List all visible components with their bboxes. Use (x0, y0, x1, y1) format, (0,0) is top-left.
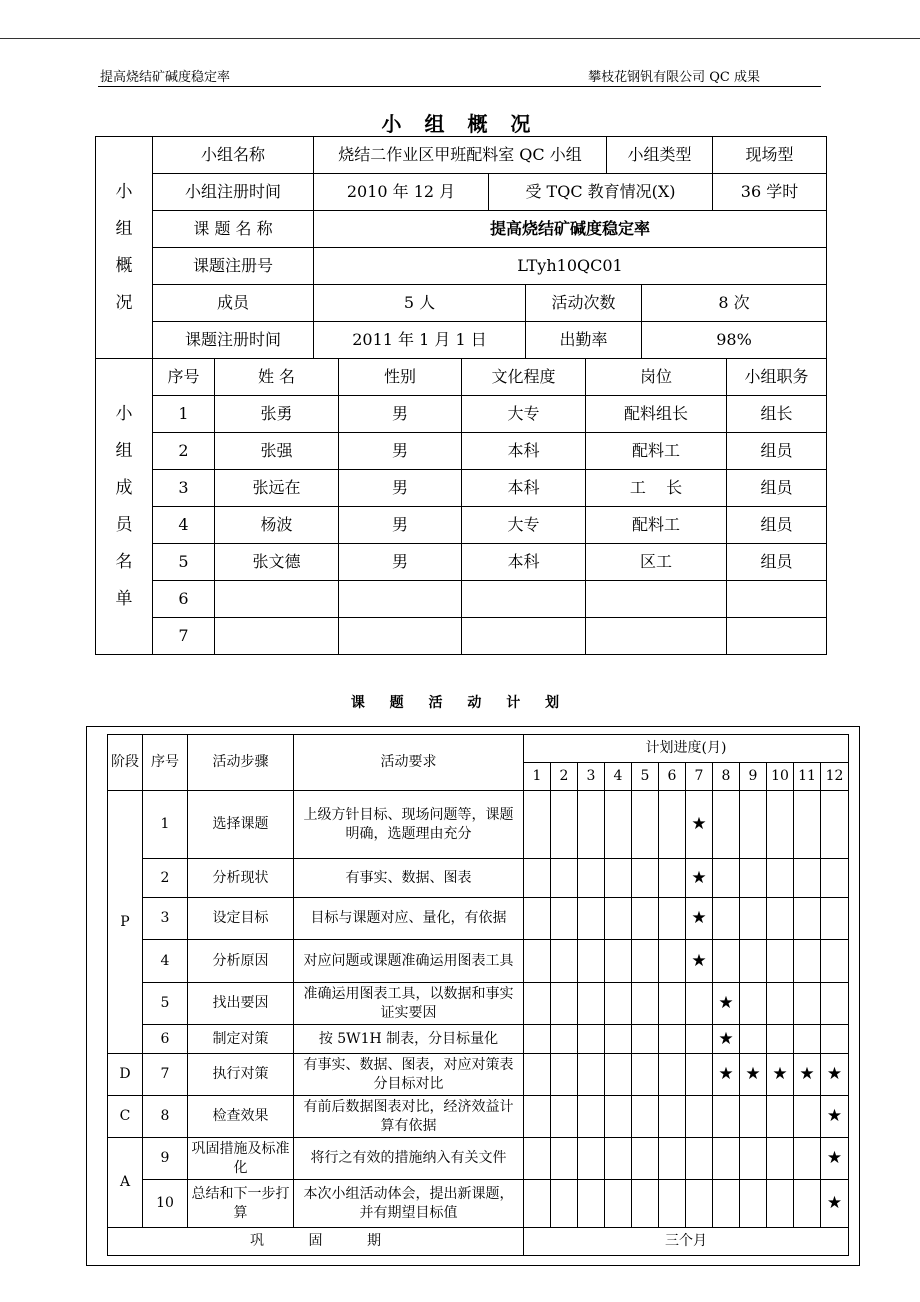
month-cell (605, 1138, 632, 1180)
step-name: 制定对策 (188, 1025, 294, 1054)
month-cell (659, 1054, 686, 1096)
month-cell (659, 1138, 686, 1180)
month-cell (632, 1180, 659, 1228)
col-header-no: 序号 (143, 735, 188, 791)
top-rule (0, 38, 920, 39)
table-row (108, 1228, 849, 1256)
step-requirement: 有事实、数据、图表，对应对策表分目标对比 (294, 1054, 524, 1096)
member-sex: 男 (339, 433, 462, 470)
month-cell (659, 1096, 686, 1138)
roster-table (95, 358, 827, 655)
month-cell (713, 1138, 740, 1180)
month-cell (794, 1138, 821, 1180)
plan-title: 课 题 活 动 计 划 (350, 695, 570, 711)
roster-side-label: 小 组 成 员 名 单 (96, 359, 153, 655)
topic-reg-label: 课题注册号 (153, 248, 314, 285)
month-cell (659, 940, 686, 983)
month-cell (686, 1138, 713, 1180)
star-icon: ★ (826, 1064, 843, 1085)
month-cell (524, 1096, 551, 1138)
month-cell (578, 1054, 605, 1096)
month-cell (551, 1025, 578, 1054)
star-icon: ★ (745, 1064, 761, 1085)
member-no: 2 (153, 433, 215, 470)
month-cell (794, 791, 821, 859)
activity-label: 活动次数 (526, 285, 642, 322)
month-cell (524, 1054, 551, 1096)
members-count: 5 人 (314, 285, 526, 322)
member-role: 组员 (727, 433, 827, 470)
month-cell (686, 1096, 713, 1138)
month-cell (794, 859, 821, 898)
header-right: 攀枝花钢钒有限公司 QC 成果 (588, 70, 760, 85)
table-row (108, 791, 849, 859)
month-cell (821, 1096, 849, 1138)
month-cell (605, 1180, 632, 1228)
month-cell (524, 1180, 551, 1228)
step-no: 1 (143, 791, 188, 859)
month-cell (767, 859, 794, 898)
member-post: 配料工 (586, 507, 727, 544)
consolidation-label: 巩 固 期 (108, 1228, 524, 1256)
stage-cell: D (108, 1054, 143, 1096)
member-name: 张远在 (215, 470, 339, 507)
col-header-step: 活动步骤 (188, 735, 294, 791)
month-cell (686, 1180, 713, 1228)
star-icon: ★ (691, 950, 707, 971)
month-cell (605, 1054, 632, 1096)
member-sex: 男 (339, 470, 462, 507)
member-no: 6 (153, 581, 215, 618)
table-row (96, 581, 827, 618)
month-cell (686, 859, 713, 898)
month-cell (551, 791, 578, 859)
attendance-label: 出勤率 (526, 322, 642, 359)
month-cell (605, 791, 632, 859)
month-cell (821, 983, 849, 1025)
group-type-label: 小组类型 (607, 137, 713, 174)
month-cell (767, 1138, 794, 1180)
step-no: 6 (143, 1025, 188, 1054)
step-requirement: 上级方针目标、现场问题等，课题明确，选题理由充分 (294, 791, 524, 859)
month-cell (551, 1138, 578, 1180)
month-cell (659, 898, 686, 940)
month-cell (740, 898, 767, 940)
member-sex (339, 581, 462, 618)
month-cell (740, 1025, 767, 1054)
month-cell (632, 1054, 659, 1096)
month-cell (659, 983, 686, 1025)
member-post: 工 长 (586, 470, 727, 507)
member-sex: 男 (339, 396, 462, 433)
star-icon: ★ (772, 1064, 788, 1085)
stage-cell: P (108, 791, 143, 1054)
topic-label: 课 题 名 称 (153, 211, 314, 248)
month-cell (551, 983, 578, 1025)
month-cell (578, 1180, 605, 1228)
table-row (108, 1054, 849, 1096)
group-name: 烧结二作业区甲班配料室 QC 小组 (314, 137, 607, 174)
topic-time: 2011 年 1 月 1 日 (314, 322, 526, 359)
member-sex (339, 618, 462, 655)
month-cell (740, 859, 767, 898)
member-name: 杨波 (215, 507, 339, 544)
month-cell (686, 898, 713, 940)
month-cell (740, 1096, 767, 1138)
month-cell (524, 983, 551, 1025)
member-role (727, 618, 827, 655)
month-cell (605, 898, 632, 940)
month-cell (767, 983, 794, 1025)
month-cell (686, 983, 713, 1025)
table-row (96, 470, 827, 507)
step-no: 10 (143, 1180, 188, 1228)
member-post (586, 581, 727, 618)
month-cell (686, 1025, 713, 1054)
month-cell (821, 898, 849, 940)
step-no: 8 (143, 1096, 188, 1138)
month-cell (821, 940, 849, 983)
month-cell (821, 791, 849, 859)
attendance: 98% (642, 322, 827, 359)
month-cell (713, 983, 740, 1025)
month-cell (767, 898, 794, 940)
member-edu (462, 618, 586, 655)
table-row (96, 396, 827, 433)
month-cell (713, 791, 740, 859)
step-name: 选择课题 (188, 791, 294, 859)
table-row (96, 618, 827, 655)
month-header: 8 (713, 763, 740, 791)
member-edu (462, 581, 586, 618)
month-cell (578, 1025, 605, 1054)
step-requirement: 准确运用图表工具，以数据和事实证实要因 (294, 983, 524, 1025)
table-row (108, 983, 849, 1025)
tqc-label: 受 TQC 教育情况(X) (489, 174, 713, 211)
month-cell (794, 1025, 821, 1054)
member-name: 张文德 (215, 544, 339, 581)
month-cell (740, 983, 767, 1025)
step-requirement: 对应问题或课题准确运用图表工具 (294, 940, 524, 983)
member-no: 1 (153, 396, 215, 433)
member-edu: 大专 (462, 396, 586, 433)
tqc-value: 36 学时 (713, 174, 827, 211)
step-no: 5 (143, 983, 188, 1025)
star-icon: ★ (718, 1064, 734, 1085)
header-rule (98, 86, 821, 87)
member-edu: 本科 (462, 470, 586, 507)
step-no: 2 (143, 859, 188, 898)
month-cell (551, 898, 578, 940)
month-cell (578, 898, 605, 940)
month-cell (659, 859, 686, 898)
month-cell (524, 791, 551, 859)
month-cell (740, 791, 767, 859)
star-icon: ★ (718, 1028, 734, 1049)
table-row (108, 898, 849, 940)
month-cell (713, 898, 740, 940)
month-cell (578, 940, 605, 983)
col-header-edu: 文化程度 (462, 359, 586, 396)
month-cell (794, 1180, 821, 1228)
member-post: 配料工 (586, 433, 727, 470)
month-cell (740, 1138, 767, 1180)
month-cell (659, 1025, 686, 1054)
topic-time-label: 课题注册时间 (153, 322, 314, 359)
star-icon: ★ (691, 814, 707, 835)
month-cell (821, 1138, 849, 1180)
month-cell (794, 940, 821, 983)
month-cell (794, 898, 821, 940)
month-cell (821, 1180, 849, 1228)
topic-name: 提高烧结矿碱度稳定率 (314, 211, 827, 248)
month-cell (551, 940, 578, 983)
month-cell (551, 1096, 578, 1138)
step-name: 找出要因 (188, 983, 294, 1025)
month-cell (713, 1180, 740, 1228)
table-row (108, 859, 849, 898)
month-cell (632, 1025, 659, 1054)
month-cell (740, 1180, 767, 1228)
col-header-req: 活动要求 (294, 735, 524, 791)
overview-title: 小 组 概 况 (381, 112, 539, 136)
star-icon: ★ (691, 908, 707, 929)
month-header: 7 (686, 763, 713, 791)
month-cell (686, 1054, 713, 1096)
month-cell (740, 940, 767, 983)
month-cell (632, 983, 659, 1025)
member-role: 组员 (727, 544, 827, 581)
month-cell (632, 1138, 659, 1180)
overview-side-label: 小 组 概 况 (96, 137, 153, 359)
group-type: 现场型 (713, 137, 827, 174)
stage-cell: C (108, 1096, 143, 1138)
star-icon: ★ (826, 1193, 843, 1214)
member-role: 组员 (727, 470, 827, 507)
member-post: 配料组长 (586, 396, 727, 433)
month-cell (632, 859, 659, 898)
reg-time-label: 小组注册时间 (153, 174, 314, 211)
activity-count: 8 次 (642, 285, 827, 322)
member-edu: 本科 (462, 433, 586, 470)
month-cell (524, 898, 551, 940)
month-cell (740, 1054, 767, 1096)
col-header-no: 序号 (153, 359, 215, 396)
step-name: 执行对策 (188, 1054, 294, 1096)
month-cell (767, 1025, 794, 1054)
step-name: 分析原因 (188, 940, 294, 983)
month-header: 2 (551, 763, 578, 791)
month-cell (767, 1054, 794, 1096)
month-cell (524, 1138, 551, 1180)
member-role: 组长 (727, 396, 827, 433)
month-cell (794, 983, 821, 1025)
member-no: 7 (153, 618, 215, 655)
member-name: 张强 (215, 433, 339, 470)
overview-table (95, 136, 827, 359)
month-cell (578, 791, 605, 859)
month-cell (821, 1025, 849, 1054)
step-requirement: 按 5W1H 制表，分目标量化 (294, 1025, 524, 1054)
table-row (96, 544, 827, 581)
table-row (108, 1096, 849, 1138)
step-requirement: 有前后数据图表对比，经济效益计算有依据 (294, 1096, 524, 1138)
month-header: 5 (632, 763, 659, 791)
month-cell (524, 859, 551, 898)
month-cell (767, 1180, 794, 1228)
col-header-post: 岗位 (586, 359, 727, 396)
member-sex: 男 (339, 507, 462, 544)
col-header-sex: 性别 (339, 359, 462, 396)
star-icon: ★ (826, 1148, 843, 1169)
month-cell (632, 1096, 659, 1138)
month-cell (767, 1096, 794, 1138)
member-name (215, 581, 339, 618)
member-name: 张勇 (215, 396, 339, 433)
step-no: 4 (143, 940, 188, 983)
member-no: 5 (153, 544, 215, 581)
month-cell (794, 1096, 821, 1138)
month-cell (578, 859, 605, 898)
star-icon: ★ (799, 1064, 815, 1085)
table-row (108, 1138, 849, 1180)
table-row (96, 507, 827, 544)
month-cell (659, 1180, 686, 1228)
step-requirement: 有事实、数据、图表 (294, 859, 524, 898)
month-header: 4 (605, 763, 632, 791)
reg-time: 2010 年 12 月 (314, 174, 489, 211)
month-cell (551, 1180, 578, 1228)
month-header: 1 (524, 763, 551, 791)
group-name-label: 小组名称 (153, 137, 314, 174)
month-cell (713, 859, 740, 898)
table-row (108, 1025, 849, 1054)
step-name: 检查效果 (188, 1096, 294, 1138)
star-icon: ★ (718, 993, 734, 1014)
step-name: 巩固措施及标准化 (188, 1138, 294, 1180)
month-header: 10 (767, 763, 794, 791)
member-post: 区工 (586, 544, 727, 581)
step-name: 总结和下一步打算 (188, 1180, 294, 1228)
step-requirement: 目标与课题对应、量化，有依据 (294, 898, 524, 940)
member-no: 4 (153, 507, 215, 544)
month-cell (686, 940, 713, 983)
month-cell (632, 940, 659, 983)
month-cell (659, 791, 686, 859)
member-name (215, 618, 339, 655)
month-header: 6 (659, 763, 686, 791)
month-cell (578, 1096, 605, 1138)
col-header-name: 姓 名 (215, 359, 339, 396)
month-cell (578, 1138, 605, 1180)
col-header-role: 小组职务 (727, 359, 827, 396)
step-name: 设定目标 (188, 898, 294, 940)
month-cell (551, 1054, 578, 1096)
month-cell (605, 983, 632, 1025)
member-role: 组员 (727, 507, 827, 544)
month-cell (686, 791, 713, 859)
table-row (96, 433, 827, 470)
topic-reg-number: LTyh10QC01 (314, 248, 827, 285)
month-cell (821, 1054, 849, 1096)
month-cell (578, 983, 605, 1025)
month-cell (713, 1096, 740, 1138)
month-cell (524, 940, 551, 983)
month-header: 12 (821, 763, 849, 791)
table-row (108, 940, 849, 983)
month-header: 9 (740, 763, 767, 791)
table-row (108, 1180, 849, 1228)
month-cell (605, 940, 632, 983)
plan-table (107, 734, 849, 1256)
consolidation-period: 三个月 (524, 1228, 849, 1256)
step-no: 3 (143, 898, 188, 940)
member-post (586, 618, 727, 655)
month-cell (605, 859, 632, 898)
member-sex: 男 (339, 544, 462, 581)
member-edu: 大专 (462, 507, 586, 544)
member-role (727, 581, 827, 618)
month-cell (605, 1025, 632, 1054)
stage-cell: A (108, 1138, 143, 1228)
step-requirement: 本次小组活动体会，提出新课题，并有期望目标值 (294, 1180, 524, 1228)
step-name: 分析现状 (188, 859, 294, 898)
month-cell (632, 791, 659, 859)
step-requirement: 将行之有效的措施纳入有关文件 (294, 1138, 524, 1180)
step-no: 9 (143, 1138, 188, 1180)
month-cell (767, 791, 794, 859)
month-cell (794, 1054, 821, 1096)
star-icon: ★ (691, 867, 707, 888)
month-cell (767, 940, 794, 983)
member-edu: 本科 (462, 544, 586, 581)
month-cell (551, 859, 578, 898)
header-left: 提高烧结矿碱度稳定率 (100, 70, 231, 85)
month-cell (713, 1054, 740, 1096)
month-header: 11 (794, 763, 821, 791)
month-cell (524, 1025, 551, 1054)
month-cell (713, 1025, 740, 1054)
star-icon: ★ (826, 1106, 843, 1127)
col-header-progress: 计划进度(月) (524, 735, 849, 763)
month-cell (821, 859, 849, 898)
month-cell (713, 940, 740, 983)
member-no: 3 (153, 470, 215, 507)
step-no: 7 (143, 1054, 188, 1096)
col-header-stage: 阶段 (108, 735, 143, 791)
month-cell (632, 898, 659, 940)
members-label: 成员 (153, 285, 314, 322)
month-header: 3 (578, 763, 605, 791)
month-cell (605, 1096, 632, 1138)
